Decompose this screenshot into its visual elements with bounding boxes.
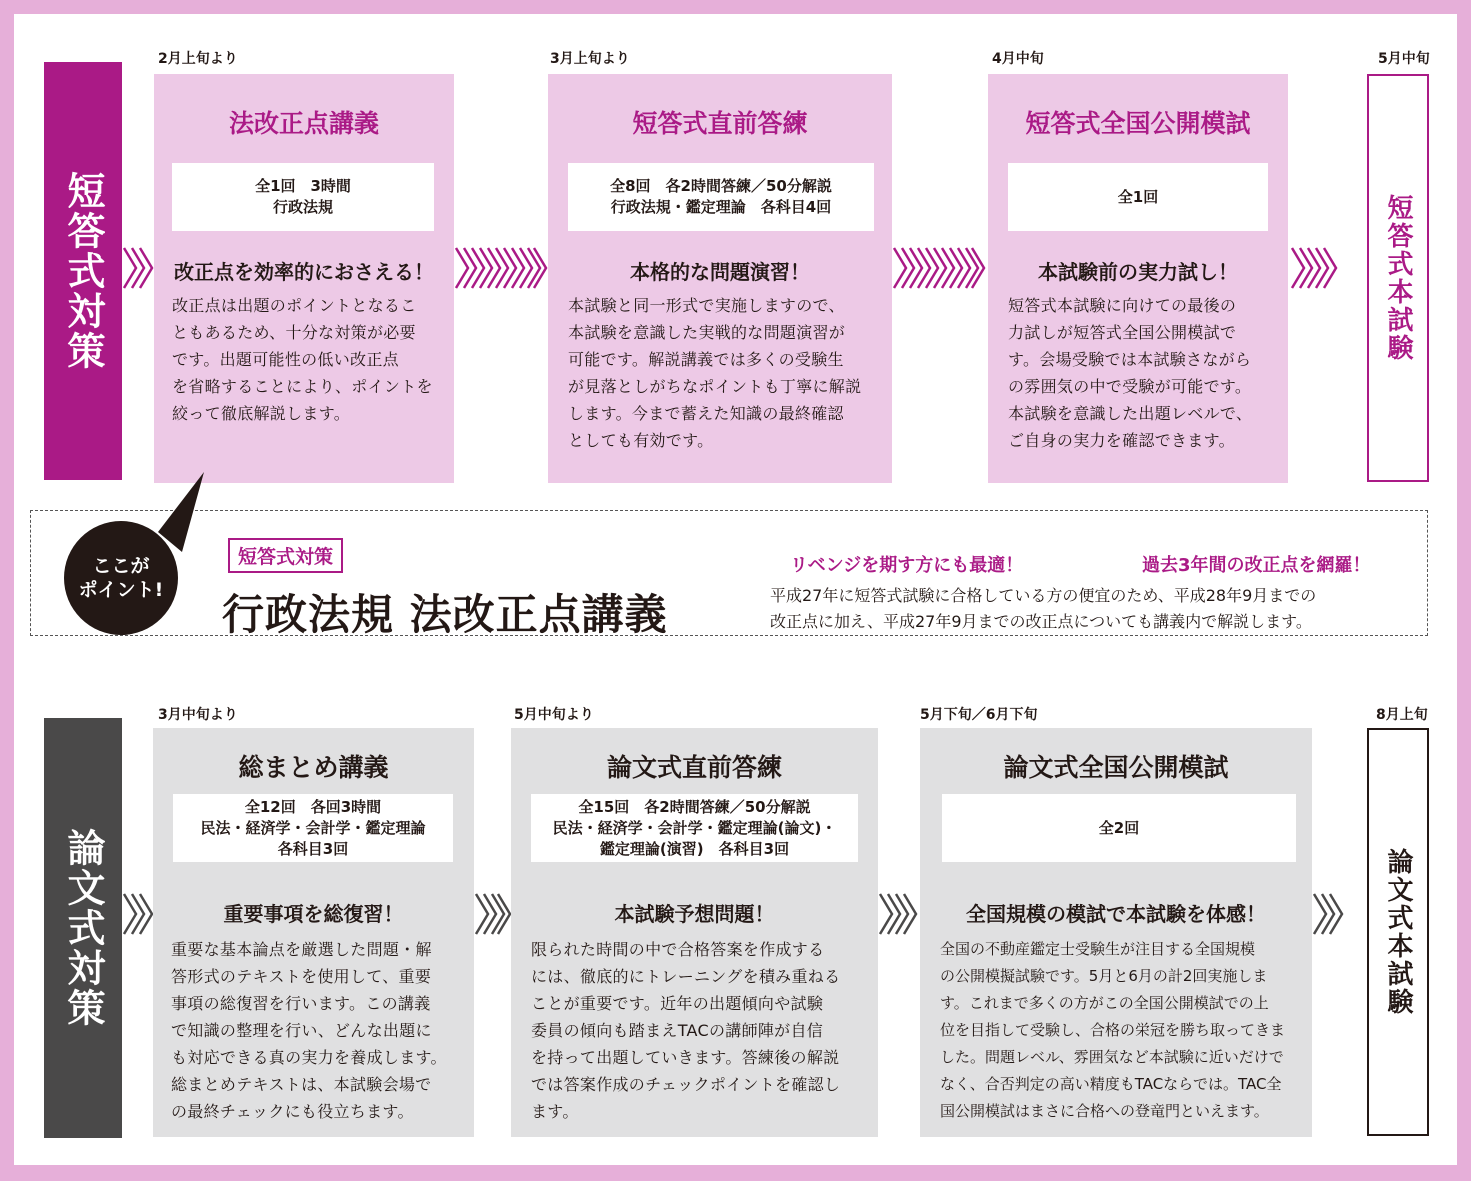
card-info: 全1回 (1008, 163, 1268, 231)
chevron-arrow-icon (878, 890, 920, 938)
point-bubble: ここが ポイント! (64, 521, 178, 635)
card-title: 論文式直前答練 (606, 753, 782, 782)
card-date: 4月中旬 (992, 51, 1044, 67)
chevron-arrow-icon (454, 244, 548, 292)
chevron-arrow-icon (1290, 244, 1344, 292)
card-date: 5月中旬より (514, 707, 594, 723)
final-exam-date: 5月中旬 (1378, 51, 1430, 67)
card-description: 全国の不動産鑑定士受験生が注目する全国規模 の公開模擬試験です。5月と6月の計2回実施しま す。これまで多くの方がこの全国公開模試での上 位を目指して受験し、合格の栄冠を勝ち取ってきま した。問題レベル、雰囲気など本試験に近いだけで なく、合否判定の高い精度もTACならでは。TAC全 国公開模試はまさに合格への登竜門といえます。 (940, 940, 1286, 1120)
short-answer-section-label: 短答式対策 (44, 62, 122, 480)
card-catchphrase: 全国規模の模試で本試験を体感！ (966, 902, 1266, 926)
card-title: 法改正点講義 (228, 109, 379, 138)
course-card-law-revision (154, 74, 454, 483)
point-badge: 短答式対策 (228, 538, 343, 573)
course-card-essay-mock (920, 728, 1312, 1137)
card-description: 短答式本試験に向けての最後の 力試しが短答式全国公開模試で す。会場受験では本試験さながら の雰囲気の中で受験が可能です。 本試験を意識した出題レベルで、 ご自身の実力を確認できます。 (1008, 296, 1253, 450)
chevron-arrow-icon (474, 890, 512, 938)
card-catchphrase: 重要事項を総復習！ (223, 902, 404, 926)
card-info: 全15回 各2時間答練／50分解説 民法・経済学・会計学・鑑定理論(論文)・ 鑑定理論(演習) 各科目3回 (531, 794, 858, 862)
card-catchphrase: 本格的な問題演習！ (630, 260, 810, 284)
card-description: 本試験と同一形式で実施しますので、 本試験を意識した実戦的な問題演習が 可能です。解説講義では多くの受験生 が見落としがちなポイントも丁寧に解説 します。今まで蓄えた知識の最終確認 としても有効です。 (568, 296, 862, 450)
card-title: 総まとめ講義 (238, 753, 389, 782)
card-info: 全8回 各2時間答練／50分解説 行政法規・鑑定理論 各科目4回 (568, 163, 874, 231)
chevron-arrow-icon (892, 244, 986, 292)
course-card-essay-drill (511, 728, 878, 1137)
chevron-arrow-icon (122, 244, 156, 292)
final-exam-date: 8月上旬 (1376, 707, 1428, 723)
card-date: 2月上旬より (158, 51, 238, 67)
point-highlight: 過去3年間の改正点を網羅！ (1142, 555, 1371, 576)
card-description: 限られた時間の中で合格答案を作成する には、徹底的にトレーニングを積み重ねる ことが重要です。近年の出題傾向や試験 委員の傾向も踏まえTACの講師陣が自信 を持って出題していきます。答練後の解説 では答案作成のチェックポイントを確認し ます。 (531, 940, 841, 1121)
course-card-short-answer-drill (548, 74, 892, 483)
card-catchphrase: 本試験前の実力試し！ (1038, 260, 1238, 284)
card-date: 5月下旬／6月下旬 (920, 707, 1038, 723)
card-info: 全12回 各回3時間 民法・経済学・会計学・鑑定理論 各科目3回 (173, 794, 453, 862)
card-catchphrase: 改正点を効率的におさえる！ (174, 260, 434, 284)
essay-final-exam: 論文式本試験 (1367, 728, 1429, 1136)
card-date: 3月中旬より (158, 707, 238, 723)
card-catchphrase: 本試験予想問題！ (614, 902, 775, 926)
course-card-short-answer-mock (988, 74, 1288, 483)
card-info: 全2回 (942, 794, 1296, 862)
chevron-arrow-icon (1312, 890, 1346, 938)
point-title: 行政法規 法改正点講義 (222, 590, 668, 639)
card-info: 全1回 3時間 行政法規 (172, 163, 434, 231)
chevron-arrow-icon (122, 890, 156, 938)
card-title: 論文式全国公開模試 (1003, 753, 1229, 782)
card-date: 3月上旬より (550, 51, 630, 67)
card-description: 重要な基本論点を厳選した問題・解 答形式のテキストを使用して、重要 事項の総復習を行います。この講義 で知識の整理を行い、どんな出題に も対応できる真の実力を養成します。 総まとめテキストは、本試験会場で の最終チェックにも役立ちます。 (171, 940, 447, 1121)
course-card-summary-lecture (153, 728, 474, 1137)
point-highlight: リベンジを期す方にも最適！ (790, 555, 1024, 576)
point-description: 平成27年に短答式試験に合格している方の便宜のため、平成28年9月までの 改正点に加え、平成27年9月までの改正点についても講義内で解説します。 (770, 586, 1317, 631)
card-title: 短答式全国公開模試 (1025, 109, 1251, 138)
card-title: 短答式直前答練 (632, 109, 808, 138)
essay-section-label: 論文式対策 (44, 718, 122, 1138)
short-answer-final-exam: 短答式本試験 (1367, 74, 1429, 482)
card-description: 改正点は出題のポイントとなるこ ともあるため、十分な対策が必要 です。出題可能性の低い改正点 を省略することにより、ポイントを 絞って徹底解説します。 (172, 296, 433, 423)
